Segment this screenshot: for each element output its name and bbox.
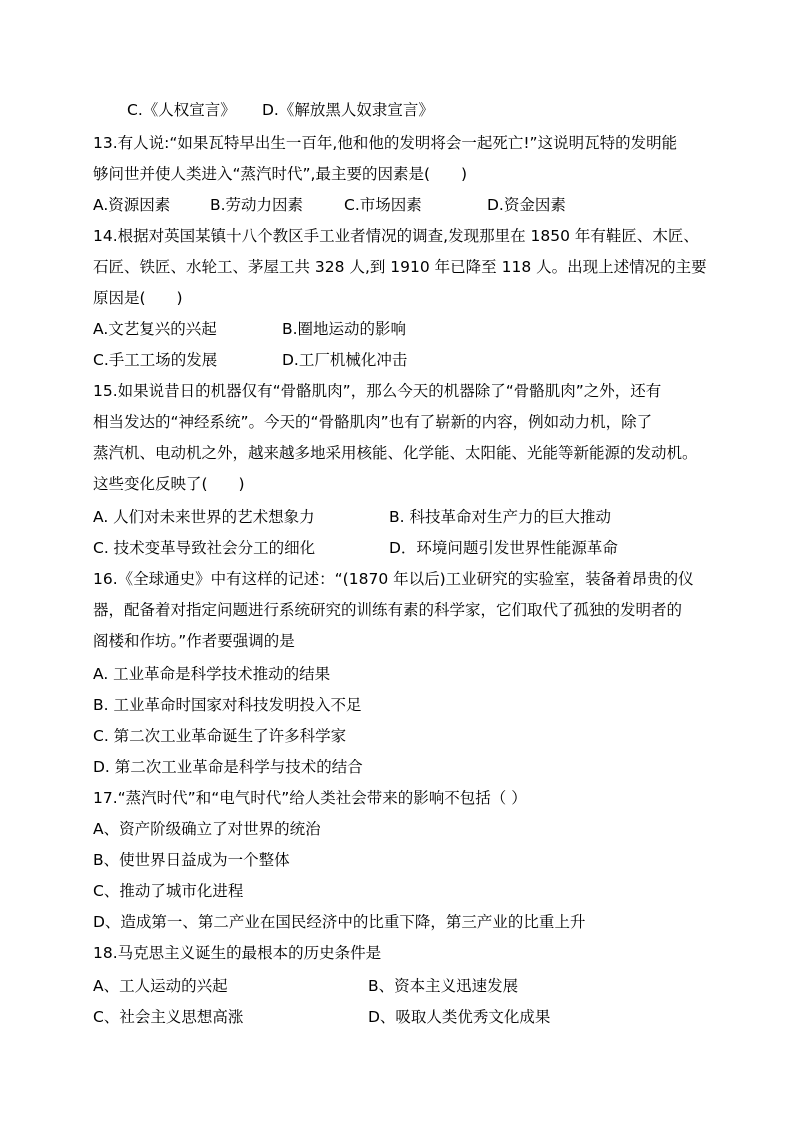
q15-option-d: D．环境问题引发世界性能源革命: [389, 539, 618, 557]
q15-option-c: C. 技术变革导致社会分工的细化: [93, 539, 316, 557]
q17-stem-line1: 17.“蒸汽时代”和“电气时代”给人类社会带来的影响不包括（ ）: [93, 789, 527, 807]
q18-option-a: A、工人运动的兴起: [93, 977, 228, 995]
q13-stem-line1: 13.有人说:“如果瓦特早出生一百年,他和他的发明将会一起死亡!”这说明瓦特的发明能: [93, 134, 678, 152]
q18-option-b: B、资本主义迅速发展: [368, 977, 519, 995]
q15-stem-line4: 这些变化反映了( ): [93, 475, 245, 493]
q15-option-a: A. 人们对未来世界的艺术想象力: [93, 508, 315, 526]
q17-option-d: D、造成第一、第二产业在国民经济中的比重下降，第三产业的比重上升: [93, 913, 586, 931]
prev-option-c: C.《人权宣言》: [127, 101, 236, 119]
q14-stem-line3: 原因是( ): [93, 289, 183, 307]
q14-stem-line2: 石匠、铁匠、水轮工、茅屋工共 328 人,到 1910 年已降至 118 人。出现上述情况的主要: [93, 258, 707, 276]
prev-option-d: D.《解放黑人奴隶宣言》: [262, 101, 434, 119]
q15-stem-line3: 蒸汽机、电动机之外，越来越多地采用核能、化学能、太阳能、光能等新能源的发动机。: [93, 444, 698, 462]
q17-option-c: C、推动了城市化进程: [93, 882, 244, 900]
q16-stem-line2: 器，配备着对指定问题进行系统研究的训练有素的科学家，它们取代了孤独的发明者的: [93, 601, 683, 619]
q13-option-b: B.劳动力因素: [210, 196, 304, 214]
q15-stem-line1: 15.如果说昔日的机器仅有“骨骼肌肉”，那么今天的机器除了“骨骼肌肉”之外，还有: [93, 382, 662, 400]
q16-option-b: B. 工业革命时国家对科技发明投入不足: [93, 696, 362, 714]
q18-option-c: C、社会主义思想高涨: [93, 1008, 244, 1026]
q14-option-c: C.手工工场的发展: [93, 351, 218, 369]
q13-option-d: D.资金因素: [487, 196, 566, 214]
q16-stem-line3: 阁楼和作坊。”作者要强调的是: [93, 632, 295, 650]
q16-option-c: C. 第二次工业革命诞生了许多科学家: [93, 727, 347, 745]
q13-option-a: A.资源因素: [93, 196, 171, 214]
q16-option-d: D. 第二次工业革命是科学与技术的结合: [93, 758, 363, 776]
q18-stem-line1: 18.马克思主义诞生的最根本的历史条件是: [93, 944, 382, 962]
q17-option-b: B、使世界日益成为一个整体: [93, 851, 290, 869]
q14-option-a: A.文艺复兴的兴起: [93, 320, 217, 338]
q13-option-c: C.市场因素: [344, 196, 422, 214]
q16-stem-line1: 16.《全球通史》中有这样的记述：“(1870 年以后)工业研究的实验室，装备着昂贵的仪: [93, 570, 694, 588]
q17-option-a: A、资产阶级确立了对世界的统治: [93, 820, 321, 838]
q14-stem-line1: 14.根据对英国某镇十八个教区手工业者情况的调查,发现那里在 1850 年有鞋匠、木匠、: [93, 227, 699, 245]
q15-stem-line2: 相当发达的“神经系统”。今天的“骨骼肌肉”也有了崭新的内容，例如动力机，除了: [93, 413, 653, 431]
q13-stem-line2: 够问世并使人类进入“蒸汽时代”,最主要的因素是( ): [93, 165, 468, 183]
q18-option-d: D、吸取人类优秀文化成果: [368, 1008, 551, 1026]
q14-option-d: D.工厂机械化冲击: [282, 351, 408, 369]
q14-option-b: B.圈地运动的影响: [282, 320, 407, 338]
q15-option-b: B. 科技革命对生产力的巨大推动: [389, 508, 611, 526]
q16-option-a: A. 工业革命是科学技术推动的结果: [93, 665, 331, 683]
